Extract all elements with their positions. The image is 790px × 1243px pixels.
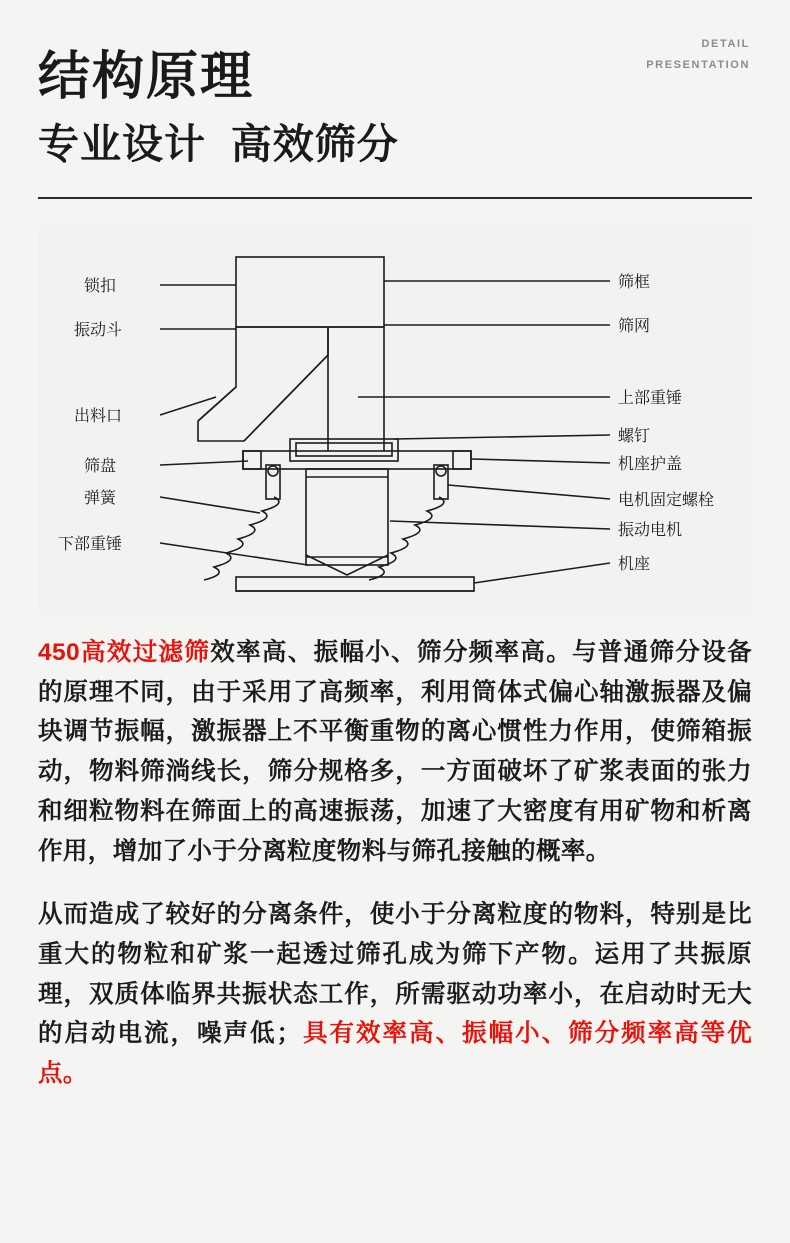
diagram-label-left-5: 下部重锤: [58, 536, 123, 554]
paragraph-1-segment-1: 效率高、振幅小、筛分频率高。与普通筛分设备的原理不同，由于采用了高频率，利用筒体式偏心轴激振器及偏块调节振幅，激振器上不平衡重物的离心惯性力作用，使筛箱振动，物料筛淌线长，筛分规格多，一方面破坏了矿浆表面的张力和细粒物料在筛面上的高速振荡，加速了大密度有用矿物和析离作用，增加了小于分离粒度物料与筛孔接触的概率。: [38, 639, 752, 865]
page-subtitle: 专业设计 高效筛分: [38, 120, 399, 167]
paragraph-2-segment-1: 具有效率高、振幅小、筛分频率高等优点。: [38, 1020, 752, 1087]
diagram-label-left-0: 锁扣: [84, 278, 117, 296]
diagram-label-right-0: 筛框: [618, 274, 651, 292]
diagram-svg: [38, 225, 752, 613]
paragraph-2-segment-0: 从而造成了较好的分离条件，使小于分离粒度的物料，特别是比重大的物粒和矿浆一起透过筛孔成为筛下产物。运用了共振原理，双质体临界共振状态工作，所需驱动功率小，在启动时无大的启动电流，噪声低；: [38, 901, 752, 1048]
diagram-label-left-1: 振动斗: [74, 322, 123, 340]
paragraph-1-segment-0: 450高效过滤筛: [38, 639, 211, 667]
diagram-label-left-4: 弹簧: [84, 490, 117, 508]
diagram-label-right-2: 上部重锤: [618, 390, 683, 408]
diagram-label-right-6: 振动电机: [618, 522, 683, 540]
diagram-label-left-3: 筛盘: [84, 458, 117, 476]
eyebrow-label: [646, 34, 750, 76]
paragraph-1: [38, 633, 752, 871]
body-text: [38, 633, 752, 1094]
structure-diagram: [38, 225, 752, 613]
diagram-label-right-4: 机座护盖: [618, 456, 683, 474]
page-header: [38, 0, 752, 199]
paragraph-2: [38, 895, 752, 1093]
eyebrow-line-2: PRESENTATION: [646, 58, 750, 71]
diagram-label-right-3: 螺钉: [618, 428, 651, 446]
eyebrow-line-1: DETAIL: [701, 38, 750, 50]
diagram-label-right-7: 机座: [618, 556, 651, 574]
page-title: 结构原理: [38, 48, 255, 106]
header-divider: [38, 197, 752, 199]
diagram-label-right-5: 电机固定螺栓: [618, 492, 715, 510]
diagram-label-left-2: 出料口: [74, 408, 123, 426]
diagram-label-right-1: 筛网: [618, 318, 651, 336]
